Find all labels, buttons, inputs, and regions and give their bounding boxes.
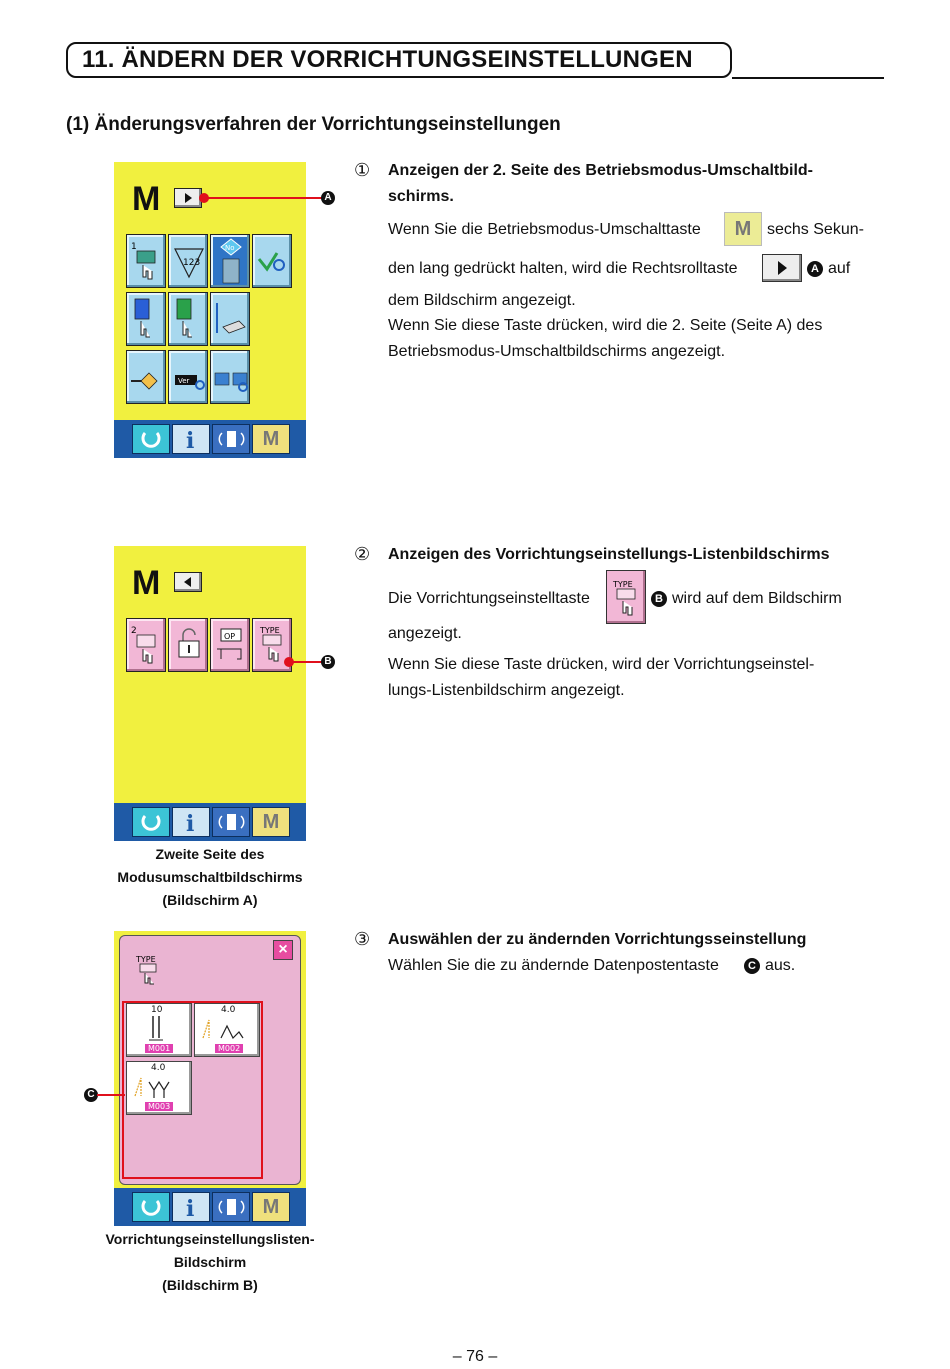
info-button[interactable] <box>172 1192 210 1222</box>
presser-icon <box>127 351 167 405</box>
op-icon <box>211 619 251 673</box>
close-button[interactable] <box>273 940 293 960</box>
presser-button[interactable] <box>126 350 166 404</box>
type-setting-icon <box>607 571 645 623</box>
step-2-heading: Anzeigen des Vorrichtungseinstellungs-Listenbildschirms <box>388 546 830 563</box>
ready-icon <box>133 1193 169 1221</box>
item-code: M001 <box>145 1044 173 1053</box>
step-1-line-3: dem Bildschirm angezeigt. <box>388 292 576 309</box>
ready-icon <box>133 425 169 453</box>
step-1-line-4: Wenn Sie diese Taste drücken, wird die 2. Seite (Seite A) des <box>388 317 823 334</box>
mode-screen-page1 <box>114 162 306 458</box>
svg-text:i: i <box>186 1196 195 1221</box>
svg-text:OP: OP <box>224 632 236 641</box>
op-button[interactable] <box>210 618 250 672</box>
svg-text:TYPE: TYPE <box>260 626 280 635</box>
ready-icon <box>133 808 169 836</box>
callout-a-badge: A <box>321 191 335 205</box>
type-setting-icon <box>134 953 166 985</box>
step-1-heading-1: Anzeigen der 2. Seite des Betriebsmodus-Umschaltbild- <box>388 162 813 179</box>
empty-slot <box>252 292 292 346</box>
screen-a-caption-3: (Bildschirm A) <box>162 892 258 908</box>
svg-text:i: i <box>186 428 195 453</box>
step-1-line-2a: den lang gedrückt halten, wird die Rechtsrolltaste <box>388 260 738 277</box>
item-value: 10 <box>151 1005 163 1015</box>
mode-button[interactable] <box>252 1192 290 1222</box>
data-edit-button[interactable] <box>168 292 208 346</box>
screen-b-caption-2: Bildschirm <box>173 1254 247 1270</box>
comm-icon <box>213 425 249 453</box>
chapter-rule <box>732 77 884 79</box>
step-3-line-1b: aus. <box>765 957 796 974</box>
data-edit-icon <box>169 293 209 347</box>
mode-key-label: M <box>262 428 280 450</box>
communication-bar-button[interactable] <box>212 1192 250 1222</box>
screen-b-caption-3: (Bildschirm B) <box>162 1277 258 1293</box>
communication-icon <box>211 351 251 405</box>
mode-key-label: M <box>262 811 280 833</box>
mode-screen-page2 <box>114 546 306 841</box>
scroll-right-button[interactable] <box>174 188 202 208</box>
step-1-line-1b: sechs Sekun- <box>767 221 864 238</box>
callout-c-line <box>97 1094 125 1096</box>
mode-key-label: M <box>262 1196 280 1218</box>
type-key-text: TYPE <box>613 580 633 589</box>
svg-text:No: No <box>225 244 235 252</box>
mode-button[interactable] <box>252 807 290 837</box>
info-icon <box>173 808 209 836</box>
counter-123-icon <box>169 235 209 289</box>
sewing-data-2-button[interactable] <box>126 618 166 672</box>
sewing-data-1-button[interactable] <box>126 234 166 288</box>
triangle-right-icon <box>175 189 201 207</box>
badge-b: B <box>651 591 667 607</box>
counter-button[interactable] <box>168 234 208 288</box>
step-2-line-3: Wenn Sie diese Taste drücken, wird der Vorrichtungseinstel- <box>388 656 815 673</box>
memory-switch-button[interactable] <box>126 292 166 346</box>
step-2-line-1a: Die Vorrichtungseinstelltaste <box>388 590 590 607</box>
ready-button[interactable] <box>132 807 170 837</box>
mode-label: M <box>132 180 161 218</box>
mode-label: M <box>132 564 161 602</box>
threading-icon <box>211 293 251 347</box>
info-icon <box>173 1193 209 1221</box>
check-icon <box>253 235 293 289</box>
comm-icon <box>213 808 249 836</box>
svg-text:2: 2 <box>131 626 137 636</box>
callout-b-badge: B <box>321 655 335 669</box>
svg-text:Ver: Ver <box>178 377 190 385</box>
triangle-left-icon <box>175 573 201 591</box>
pattern-no-button[interactable] <box>210 234 250 288</box>
item-value: 4.0 <box>221 1005 236 1015</box>
info-icon <box>173 425 209 453</box>
item-code: M002 <box>215 1044 243 1053</box>
step-1-heading-2: schirms. <box>388 188 454 205</box>
communication-bar-button[interactable] <box>212 807 250 837</box>
info-button[interactable] <box>172 424 210 454</box>
check-button[interactable] <box>252 234 292 288</box>
svg-text:1: 1 <box>131 242 137 252</box>
mode-key-inline <box>724 212 762 246</box>
step-1-line-1a: Wenn Sie die Betriebsmodus-Umschalttaste <box>388 221 701 238</box>
step-3-heading: Auswählen der zu ändernden Vorrichtungsseinstellung <box>388 931 807 948</box>
info-button[interactable] <box>172 807 210 837</box>
svg-text:123: 123 <box>183 258 201 268</box>
screen-b-caption-1: Vorrichtungseinstellungslisten- <box>105 1231 315 1247</box>
step-1-number: ① <box>354 160 371 180</box>
data-item-m002[interactable] <box>194 1003 260 1057</box>
step-2-line-4: lungs-Listenbildschirm angezeigt. <box>388 682 625 699</box>
section-title: (1) Änderungsverfahren der Vorrichtungseinstellungen <box>66 114 561 135</box>
type-list-screen <box>114 931 306 1226</box>
svg-text:i: i <box>186 811 195 836</box>
page-number: – 76 – <box>452 1348 498 1365</box>
version-icon <box>169 351 209 405</box>
type-header-text: TYPE <box>136 955 156 964</box>
item-value: 4.0 <box>151 1063 166 1073</box>
screen-a-caption-2: Modusumschaltbildschirms <box>117 869 303 885</box>
data-item-m001[interactable] <box>126 1003 192 1057</box>
pattern-no-icon <box>211 235 251 289</box>
scroll-right-key-inline <box>762 254 802 282</box>
memory-switch-icon <box>127 293 167 347</box>
communication-bar-button[interactable] <box>212 424 250 454</box>
type-header-icon <box>134 953 166 985</box>
ready-button[interactable] <box>132 1192 170 1222</box>
sewing-data-1-icon <box>127 235 167 289</box>
badge-a: A <box>807 261 823 277</box>
bottom-bar <box>114 803 306 841</box>
type-key-inline <box>606 570 646 624</box>
step-3-line-1a: Wählen Sie die zu ändernde Datenpostentaste <box>388 957 719 974</box>
bottom-bar <box>114 1188 306 1226</box>
step-2-number: ② <box>354 544 371 564</box>
comm-icon <box>213 1193 249 1221</box>
close-icon: × <box>278 941 288 958</box>
step-1-line-5: Betriebsmodus-Umschaltbildschirms angezeigt. <box>388 343 726 360</box>
threading-button[interactable] <box>210 292 250 346</box>
mode-key-inline-label: M <box>734 218 752 240</box>
data-item-m003[interactable] <box>126 1061 192 1115</box>
item-code: M003 <box>145 1102 173 1111</box>
step-2-line-2: angezeigt. <box>388 625 462 642</box>
callout-a-line <box>204 197 322 199</box>
communication-button[interactable] <box>210 350 250 404</box>
screen-a-caption-1: Zweite Seite des <box>155 846 265 862</box>
callout-c-badge: C <box>84 1088 98 1102</box>
scroll-left-button[interactable] <box>174 572 202 592</box>
step-1-line-2b: auf <box>828 260 851 277</box>
badge-c: C <box>744 958 760 974</box>
chapter-title: 11. ÄNDERN DER VORRICHTUNGSEINSTELLUNGEN <box>82 46 693 73</box>
version-button[interactable] <box>168 350 208 404</box>
sewing-data-2-icon <box>127 619 167 673</box>
step-2-line-1b: wird auf dem Bildschirm <box>672 590 842 607</box>
triangle-right-icon <box>763 255 801 281</box>
lock-button[interactable] <box>168 618 208 672</box>
callout-b-line <box>289 661 322 663</box>
lock-icon <box>169 619 209 673</box>
ready-button[interactable] <box>132 424 170 454</box>
step-3-number: ③ <box>354 929 371 949</box>
bottom-bar <box>114 420 306 458</box>
mode-button[interactable] <box>252 424 290 454</box>
